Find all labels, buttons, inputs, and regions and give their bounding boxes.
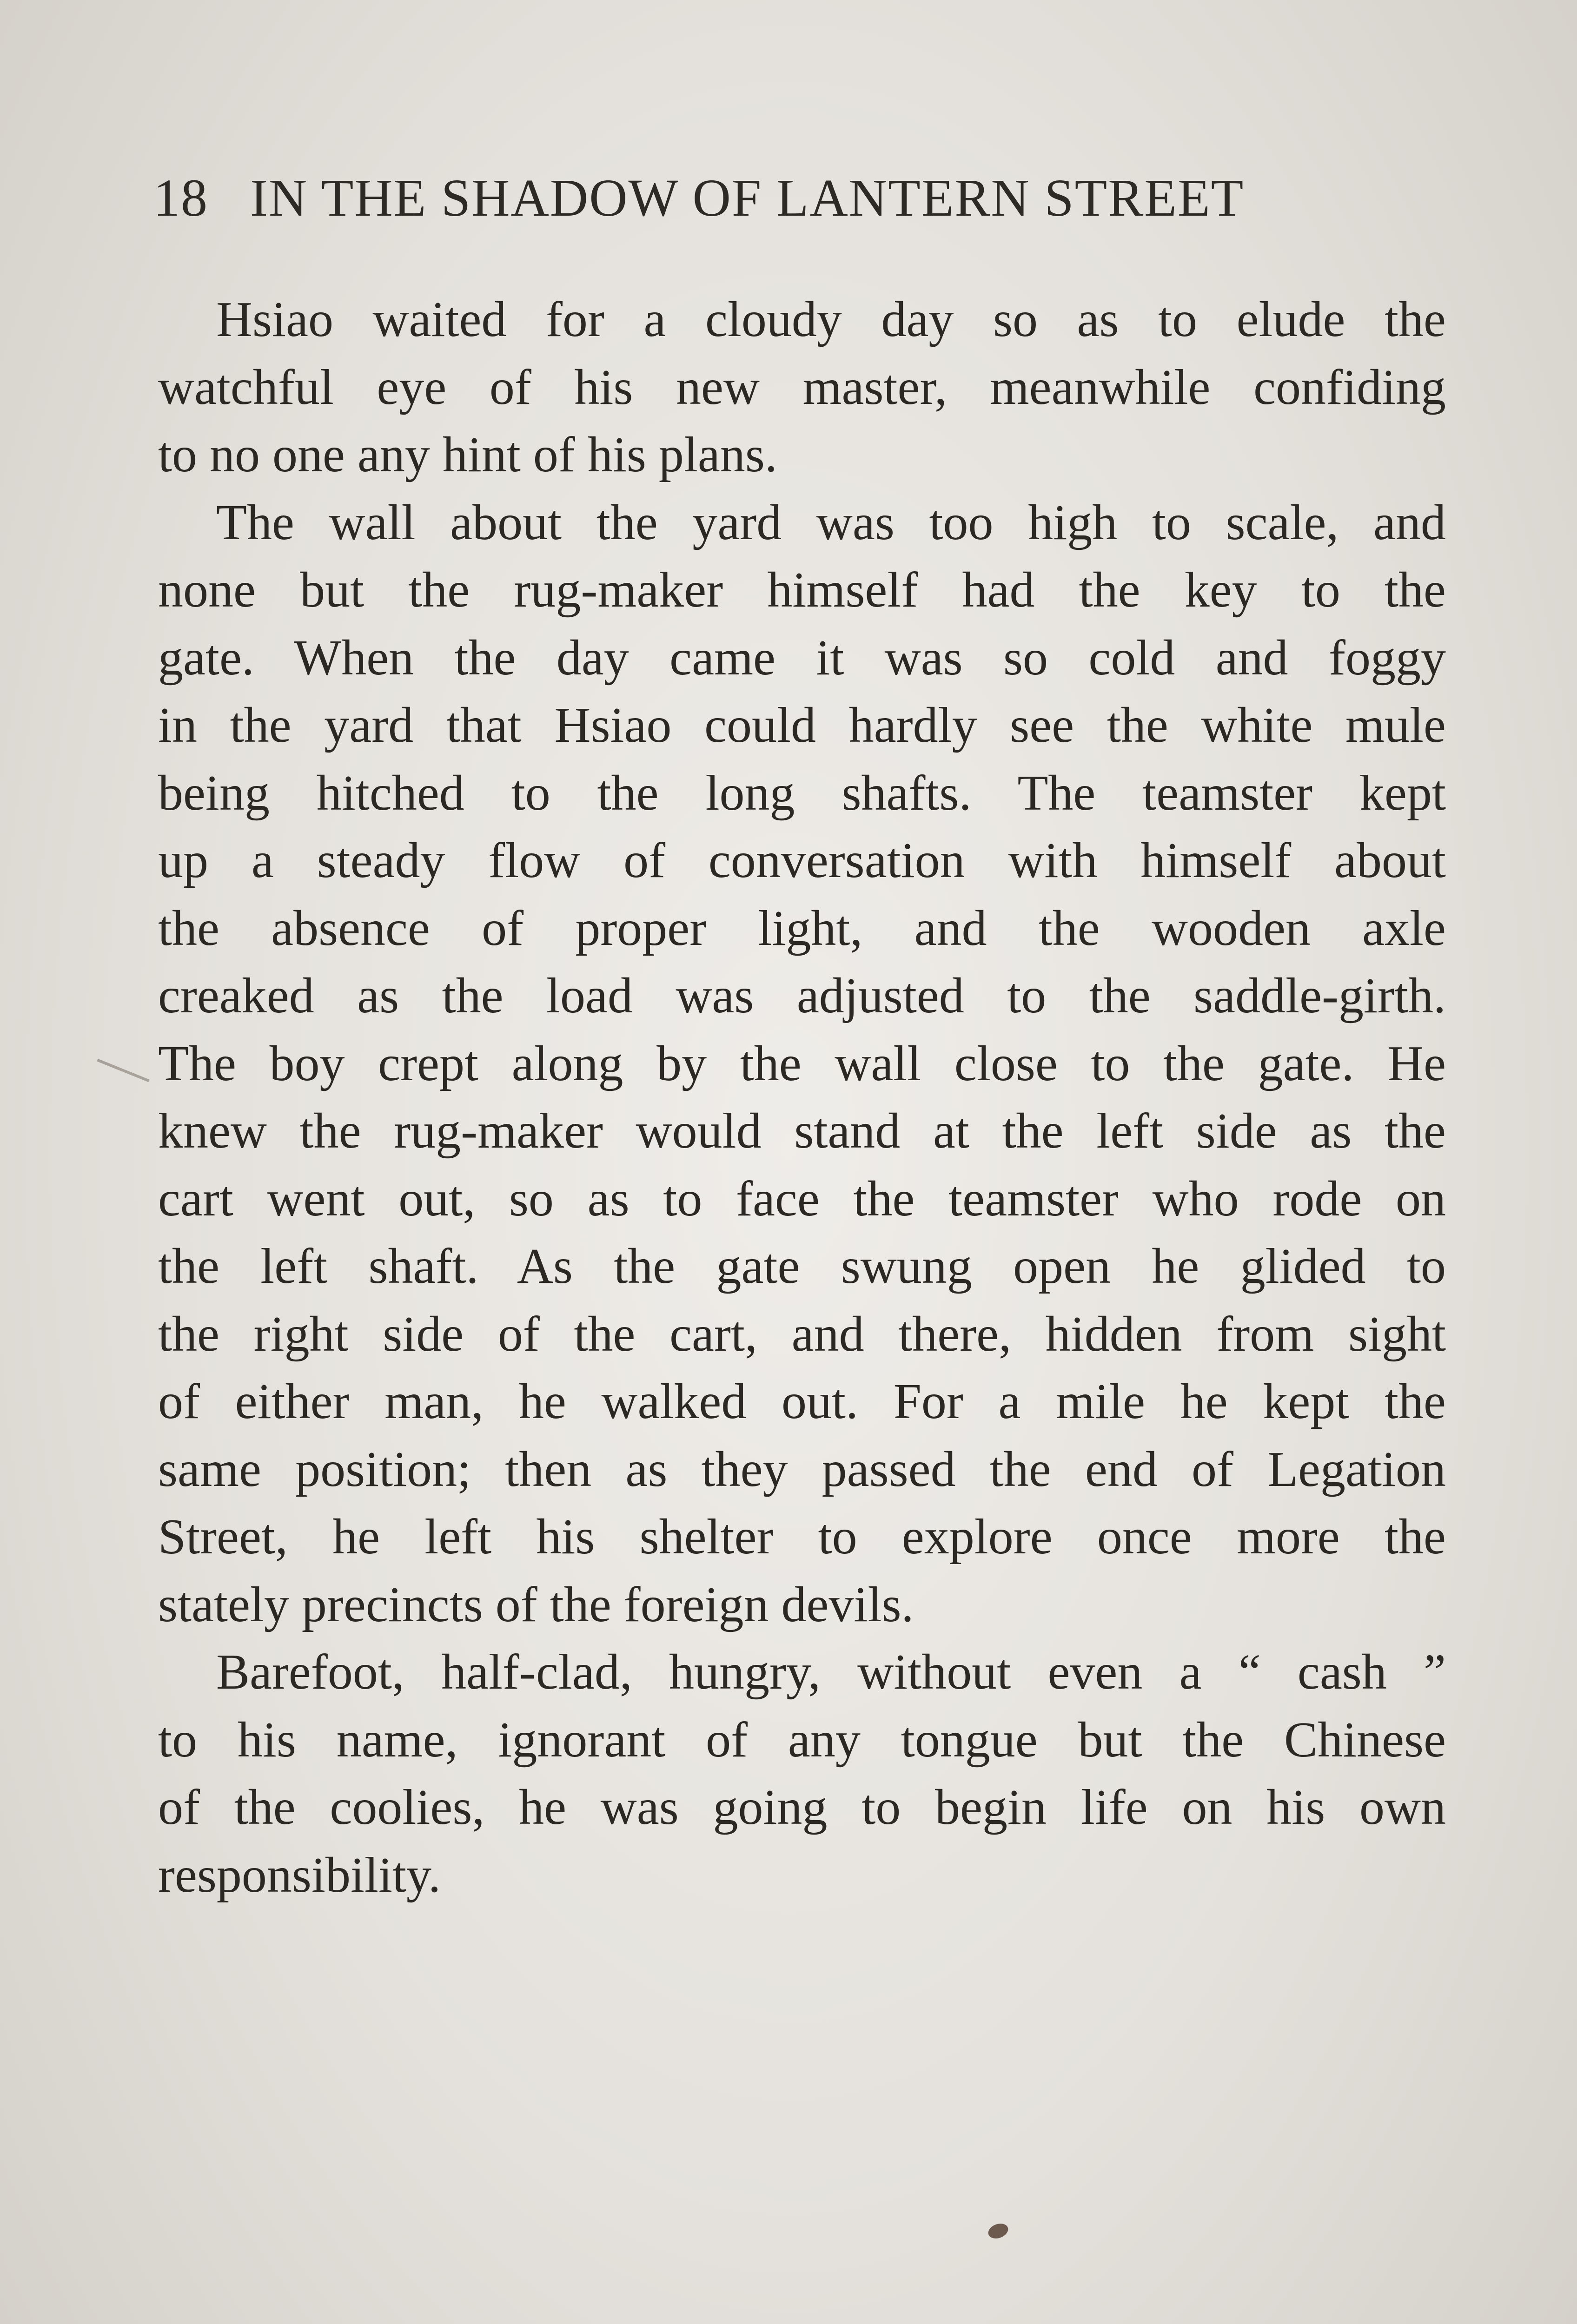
text-line: of either man, he walked out. For a mile he kept the bbox=[158, 1374, 1446, 1429]
text-line: of the coolies, he was going to begin life on his own bbox=[158, 1780, 1446, 1835]
text-line: same position; then as they passed the end of Legation bbox=[158, 1441, 1446, 1497]
text-line: responsibility. bbox=[158, 1847, 441, 1903]
text-line: up a steady flow of conversation with himself about bbox=[158, 833, 1446, 888]
text-line: to no one any hint of his plans. bbox=[158, 427, 777, 482]
text-line: Street, he left his shelter to explore once more the bbox=[158, 1509, 1446, 1565]
text-line: to his name, ignorant of any tongue but the Chinese bbox=[158, 1712, 1446, 1768]
text-line: watchful eye of his new master, meanwhile confiding bbox=[158, 359, 1446, 415]
text-line: Hsiao waited for a cloudy day so as to elude the bbox=[216, 292, 1446, 347]
running-title: IN THE SHADOW OF LANTERN STREET bbox=[250, 168, 1245, 227]
paragraph-3 bbox=[158, 1638, 1446, 1909]
text-line: The boy crept along by the wall close to the gate. He bbox=[158, 1036, 1446, 1091]
paper-blemish bbox=[97, 1059, 150, 1083]
text-line: knew the rug-maker would stand at the left side as the bbox=[158, 1103, 1446, 1159]
running-head bbox=[153, 167, 1409, 242]
text-line: the left shaft. As the gate swung open he glided to bbox=[158, 1239, 1446, 1294]
text-line: the absence of proper light, and the wooden axle bbox=[158, 900, 1446, 956]
text-line: none but the rug-maker himself had the key to the bbox=[158, 562, 1446, 618]
ink-spot bbox=[986, 2221, 1010, 2241]
text-line: cart went out, so as to face the teamster who rode on bbox=[158, 1171, 1446, 1227]
text-line: creaked as the load was adjusted to the saddle-girth. bbox=[158, 968, 1446, 1023]
text-line: stately precincts of the foreign devils. bbox=[158, 1577, 914, 1632]
text-line: The wall about the yard was too high to scale, and bbox=[216, 495, 1446, 550]
text-line: the right side of the cart, and there, hidden from sight bbox=[158, 1306, 1446, 1362]
page-number: 18 bbox=[153, 168, 208, 227]
paragraph-1 bbox=[158, 286, 1446, 489]
text-line: in the yard that Hsiao could hardly see the white mule bbox=[158, 698, 1446, 753]
text-line: being hitched to the long shafts. The teamster kept bbox=[158, 765, 1446, 821]
paragraph-2 bbox=[158, 489, 1446, 1639]
body-text bbox=[158, 286, 1446, 1909]
text-line: Barefoot, half-clad, hungry, without even a “ cash ” bbox=[216, 1644, 1446, 1700]
text-line: gate. When the day came it was so cold and foggy bbox=[158, 630, 1446, 686]
